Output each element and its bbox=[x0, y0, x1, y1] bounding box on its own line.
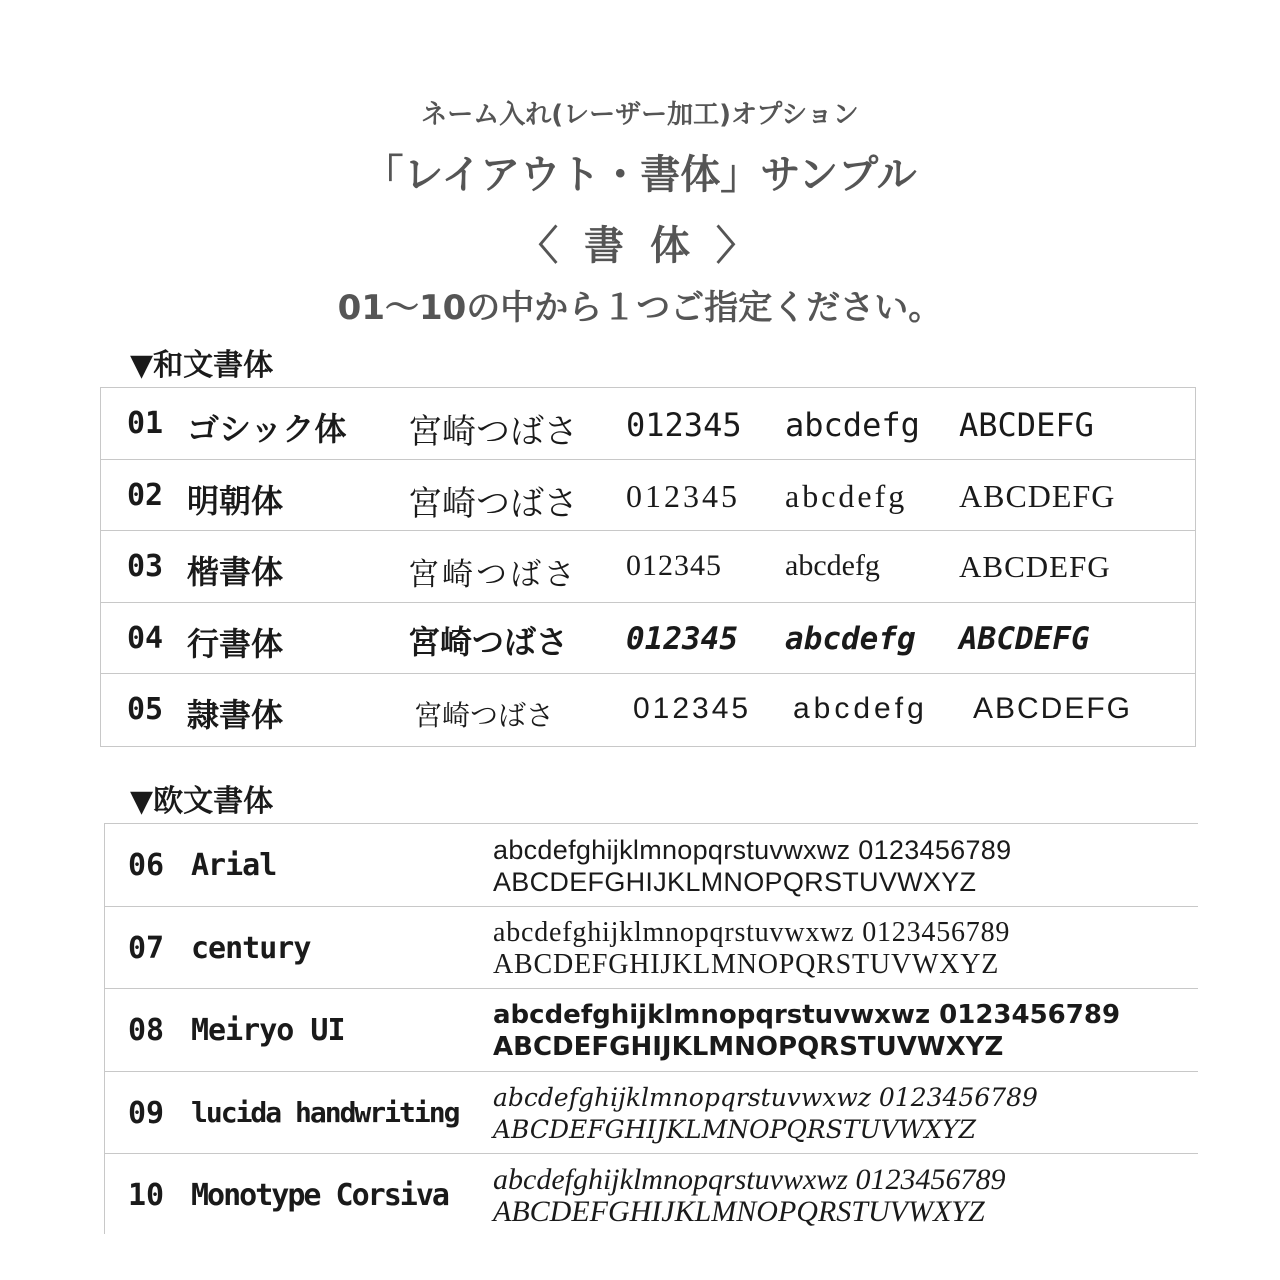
sample-lowercase: abcdefg bbox=[785, 406, 920, 444]
sample-line-1: abcdefghijklmnopqrstuvwxwz 0123456789 bbox=[493, 1082, 1038, 1112]
sample-title: 「レイアウト・書体」サンプル bbox=[363, 152, 917, 198]
row-number: 02 bbox=[127, 477, 164, 513]
row-number: 03 bbox=[127, 549, 164, 585]
row-number: 08 bbox=[128, 1013, 165, 1049]
sample-name: 宮崎つばさ bbox=[414, 699, 555, 733]
row-number: 06 bbox=[128, 848, 165, 883]
sample-line-2: ABCDEFGHIJKLMNOPQRSTUVWXYZ bbox=[493, 867, 977, 897]
font-sample bbox=[493, 1164, 1005, 1228]
sample-name: 宮崎つばさ bbox=[408, 557, 578, 594]
font-sample bbox=[493, 999, 1120, 1063]
table-row bbox=[105, 1154, 1198, 1234]
table-row bbox=[101, 460, 1195, 532]
sample-lowercase: abcdefg bbox=[793, 692, 928, 726]
table-row bbox=[101, 674, 1195, 746]
sample-line-1: abcdefghijklmnopqrstuvwxwz 0123456789 bbox=[493, 916, 1011, 948]
font-name: ゴシック体 bbox=[187, 410, 347, 448]
font-name: lucida handwriting bbox=[191, 1095, 459, 1129]
sample-digits: 012345 bbox=[633, 692, 752, 726]
sample-lowercase: abcdefg bbox=[785, 620, 916, 657]
sample-line-2: ABCDEFGHIJKLMNOPQRSTUVWXYZ bbox=[493, 948, 1000, 980]
font-name: 明朝体 bbox=[187, 481, 284, 520]
table-row bbox=[101, 603, 1195, 675]
table-row bbox=[105, 907, 1198, 990]
sample-line-1: abcdefghijklmnopqrstuvwxwz 0123456789 bbox=[493, 1000, 1121, 1031]
japanese-section-label: ▼和文書体 bbox=[130, 348, 274, 383]
font-sample bbox=[493, 834, 1011, 898]
sample-digits: 012345 bbox=[626, 406, 742, 444]
sample-line-1: abcdefghijklmnopqrstuvwxwz 0123456789 bbox=[493, 835, 1012, 865]
row-number: 04 bbox=[127, 620, 164, 656]
sample-name: 宮崎つばさ bbox=[408, 622, 569, 661]
sample-line-1: abcdefghijklmnopqrstuvwxwz 0123456789 bbox=[493, 1163, 1006, 1197]
font-name: Meiryo UI bbox=[191, 1013, 345, 1049]
table-row bbox=[101, 388, 1195, 460]
font-name: Monotype Corsiva bbox=[191, 1178, 448, 1214]
instruction-text: 01〜10の中から１つご指定ください。 bbox=[337, 288, 943, 328]
sample-name: 宮崎つばさ bbox=[408, 412, 578, 452]
font-sample bbox=[493, 1082, 1038, 1146]
western-font-table bbox=[104, 823, 1198, 1234]
row-number: 10 bbox=[128, 1178, 165, 1214]
table-row bbox=[105, 1072, 1198, 1155]
row-number: 07 bbox=[128, 930, 165, 966]
row-number: 01 bbox=[127, 406, 164, 441]
sample-lowercase: abcdefg bbox=[785, 549, 880, 583]
font-name: 隷書体 bbox=[187, 696, 284, 735]
table-row bbox=[105, 989, 1198, 1072]
font-sample bbox=[493, 917, 1010, 981]
japanese-font-table bbox=[100, 387, 1196, 747]
sample-uppercase: ABCDEFG bbox=[959, 620, 1090, 657]
row-number: 09 bbox=[128, 1095, 165, 1131]
sample-name: 宮崎つばさ bbox=[408, 483, 578, 524]
sample-uppercase: ABCDEFG bbox=[959, 477, 1116, 514]
option-title: ネーム入れ(レーザー加工)オプション bbox=[421, 100, 859, 130]
western-section-label: ▼欧文書体 bbox=[130, 784, 274, 819]
font-name: century bbox=[191, 930, 311, 966]
sample-uppercase: ABCDEFG bbox=[959, 549, 1111, 585]
sample-uppercase: ABCDEFG bbox=[959, 406, 1094, 444]
font-name: 楷書体 bbox=[187, 553, 284, 592]
table-row bbox=[105, 824, 1198, 907]
table-row bbox=[101, 531, 1195, 603]
sample-line-2: ABCDEFGHIJKLMNOPQRSTUVWXYZ bbox=[493, 1195, 985, 1229]
font-name: Arial bbox=[191, 848, 277, 883]
sample-uppercase: ABCDEFG bbox=[973, 692, 1133, 726]
sample-digits: 012345 bbox=[626, 549, 722, 583]
sample-line-2: ABCDEFGHIJKLMNOPQRSTUVWXYZ bbox=[493, 1032, 1004, 1063]
sample-lowercase: abcdefg bbox=[785, 477, 908, 514]
sample-line-2: ABCDEFGHIJKLMNOPQRSTUVWXYZ bbox=[493, 1114, 977, 1144]
typeface-heading: 〈 書 体 〉 bbox=[518, 223, 762, 269]
row-number: 05 bbox=[127, 692, 164, 728]
font-name: 行書体 bbox=[187, 624, 284, 663]
sample-digits: 012345 bbox=[626, 477, 740, 514]
sample-digits: 012345 bbox=[626, 620, 738, 657]
